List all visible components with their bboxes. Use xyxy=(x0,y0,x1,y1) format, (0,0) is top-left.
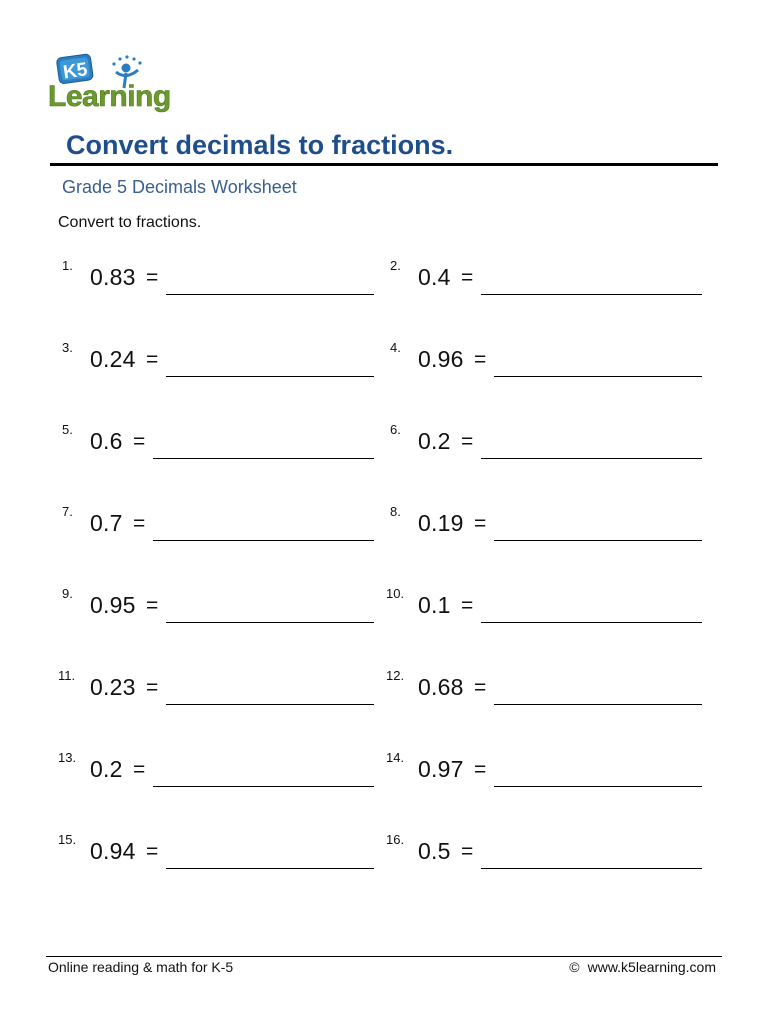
problem-6 xyxy=(390,422,730,462)
answer-line[interactable] xyxy=(494,540,702,541)
answer-line[interactable] xyxy=(481,868,702,869)
footer-site xyxy=(569,959,716,975)
copyright-icon: © xyxy=(569,959,580,975)
equals-sign: = xyxy=(474,758,487,781)
decimal-value: 0.7 xyxy=(90,510,123,536)
problem-number: 8. xyxy=(390,504,401,519)
problem-10 xyxy=(386,586,726,626)
problem-number: 13. xyxy=(58,750,77,765)
problem-number: 1. xyxy=(62,258,73,273)
problem-14 xyxy=(386,750,726,790)
equals-sign: = xyxy=(133,758,146,781)
answer-line[interactable] xyxy=(494,704,702,705)
problem-number: 11. xyxy=(58,668,76,683)
answer-line[interactable] xyxy=(153,786,374,787)
problem-number: 7. xyxy=(62,504,73,519)
svg-text:K5: K5 xyxy=(61,59,89,84)
equals-sign: = xyxy=(474,676,487,699)
problem-8 xyxy=(390,504,730,544)
decimal-value: 0.6 xyxy=(90,428,123,454)
decimal-value: 0.19 xyxy=(418,510,464,536)
worksheet-subtitle: Grade 5 Decimals Worksheet xyxy=(62,177,297,197)
decimal-value: 0.94 xyxy=(90,838,136,864)
equals-sign: = xyxy=(474,348,487,371)
problem-15 xyxy=(58,832,398,872)
equals-sign: = xyxy=(461,594,474,617)
answer-line[interactable] xyxy=(166,294,374,295)
problem-number: 2. xyxy=(390,258,401,273)
decimal-value: 0.23 xyxy=(90,674,136,700)
equals-sign: = xyxy=(146,676,159,699)
decimal-value: 0.96 xyxy=(418,346,464,372)
decimal-value: 0.97 xyxy=(418,756,464,782)
problem-13 xyxy=(58,750,398,790)
equals-sign: = xyxy=(461,430,474,453)
problem-5 xyxy=(62,422,402,462)
equals-sign: = xyxy=(133,512,146,535)
footer-divider xyxy=(46,956,722,957)
answer-line[interactable] xyxy=(166,622,374,623)
decimal-value: 0.4 xyxy=(418,264,451,290)
problem-number: 9. xyxy=(62,586,73,601)
equals-sign: = xyxy=(146,266,159,289)
decimal-value: 0.2 xyxy=(90,756,123,782)
answer-line[interactable] xyxy=(153,458,374,459)
problem-16 xyxy=(386,832,726,872)
decimal-value: 0.2 xyxy=(418,428,451,454)
problem-12 xyxy=(386,668,726,708)
answer-line[interactable] xyxy=(166,868,374,869)
instructions: Convert to fractions. xyxy=(58,214,202,231)
problem-number: 16. xyxy=(386,832,405,847)
problem-9 xyxy=(62,586,405,626)
worksheet-title: Convert decimals to fractions. xyxy=(66,130,454,160)
decimal-value: 0.24 xyxy=(90,346,136,372)
equals-sign: = xyxy=(146,348,159,371)
answer-line[interactable] xyxy=(494,376,702,377)
problem-4 xyxy=(390,340,730,380)
decimal-value: 0.95 xyxy=(90,592,136,618)
problem-3 xyxy=(62,340,402,380)
answer-line[interactable] xyxy=(494,786,702,787)
problem-7 xyxy=(62,504,402,544)
equals-sign: = xyxy=(474,512,487,535)
equals-sign: = xyxy=(133,430,146,453)
svg-text:Learning: Learning xyxy=(48,80,171,113)
problem-number: 4. xyxy=(390,340,401,355)
problem-number: 5. xyxy=(62,422,73,437)
site-url[interactable]: www.k5learning.com xyxy=(587,959,716,975)
equals-sign: = xyxy=(146,594,159,617)
problem-number: 15. xyxy=(58,832,77,847)
problem-2 xyxy=(390,258,730,298)
answer-line[interactable] xyxy=(166,704,374,705)
equals-sign: = xyxy=(146,840,159,863)
footer-tagline: Online reading & math for K-5 xyxy=(48,959,234,975)
answer-line[interactable] xyxy=(481,458,702,459)
answer-line[interactable] xyxy=(153,540,374,541)
decimal-value: 0.5 xyxy=(418,838,451,864)
problem-number: 14. xyxy=(386,750,405,765)
equals-sign: = xyxy=(461,840,474,863)
decimal-value: 0.83 xyxy=(90,264,136,290)
equals-sign: = xyxy=(461,266,474,289)
problem-1 xyxy=(62,258,402,298)
problem-number: 3. xyxy=(62,340,73,355)
answer-line[interactable] xyxy=(166,376,374,377)
problem-number: 10. xyxy=(386,586,405,601)
problem-number: 6. xyxy=(390,422,401,437)
answer-line[interactable] xyxy=(481,294,702,295)
answer-line[interactable] xyxy=(481,622,702,623)
decimal-value: 0.68 xyxy=(418,674,464,700)
decimal-value: 0.1 xyxy=(418,592,451,618)
problem-11 xyxy=(58,668,398,708)
problem-number: 12. xyxy=(386,668,405,683)
